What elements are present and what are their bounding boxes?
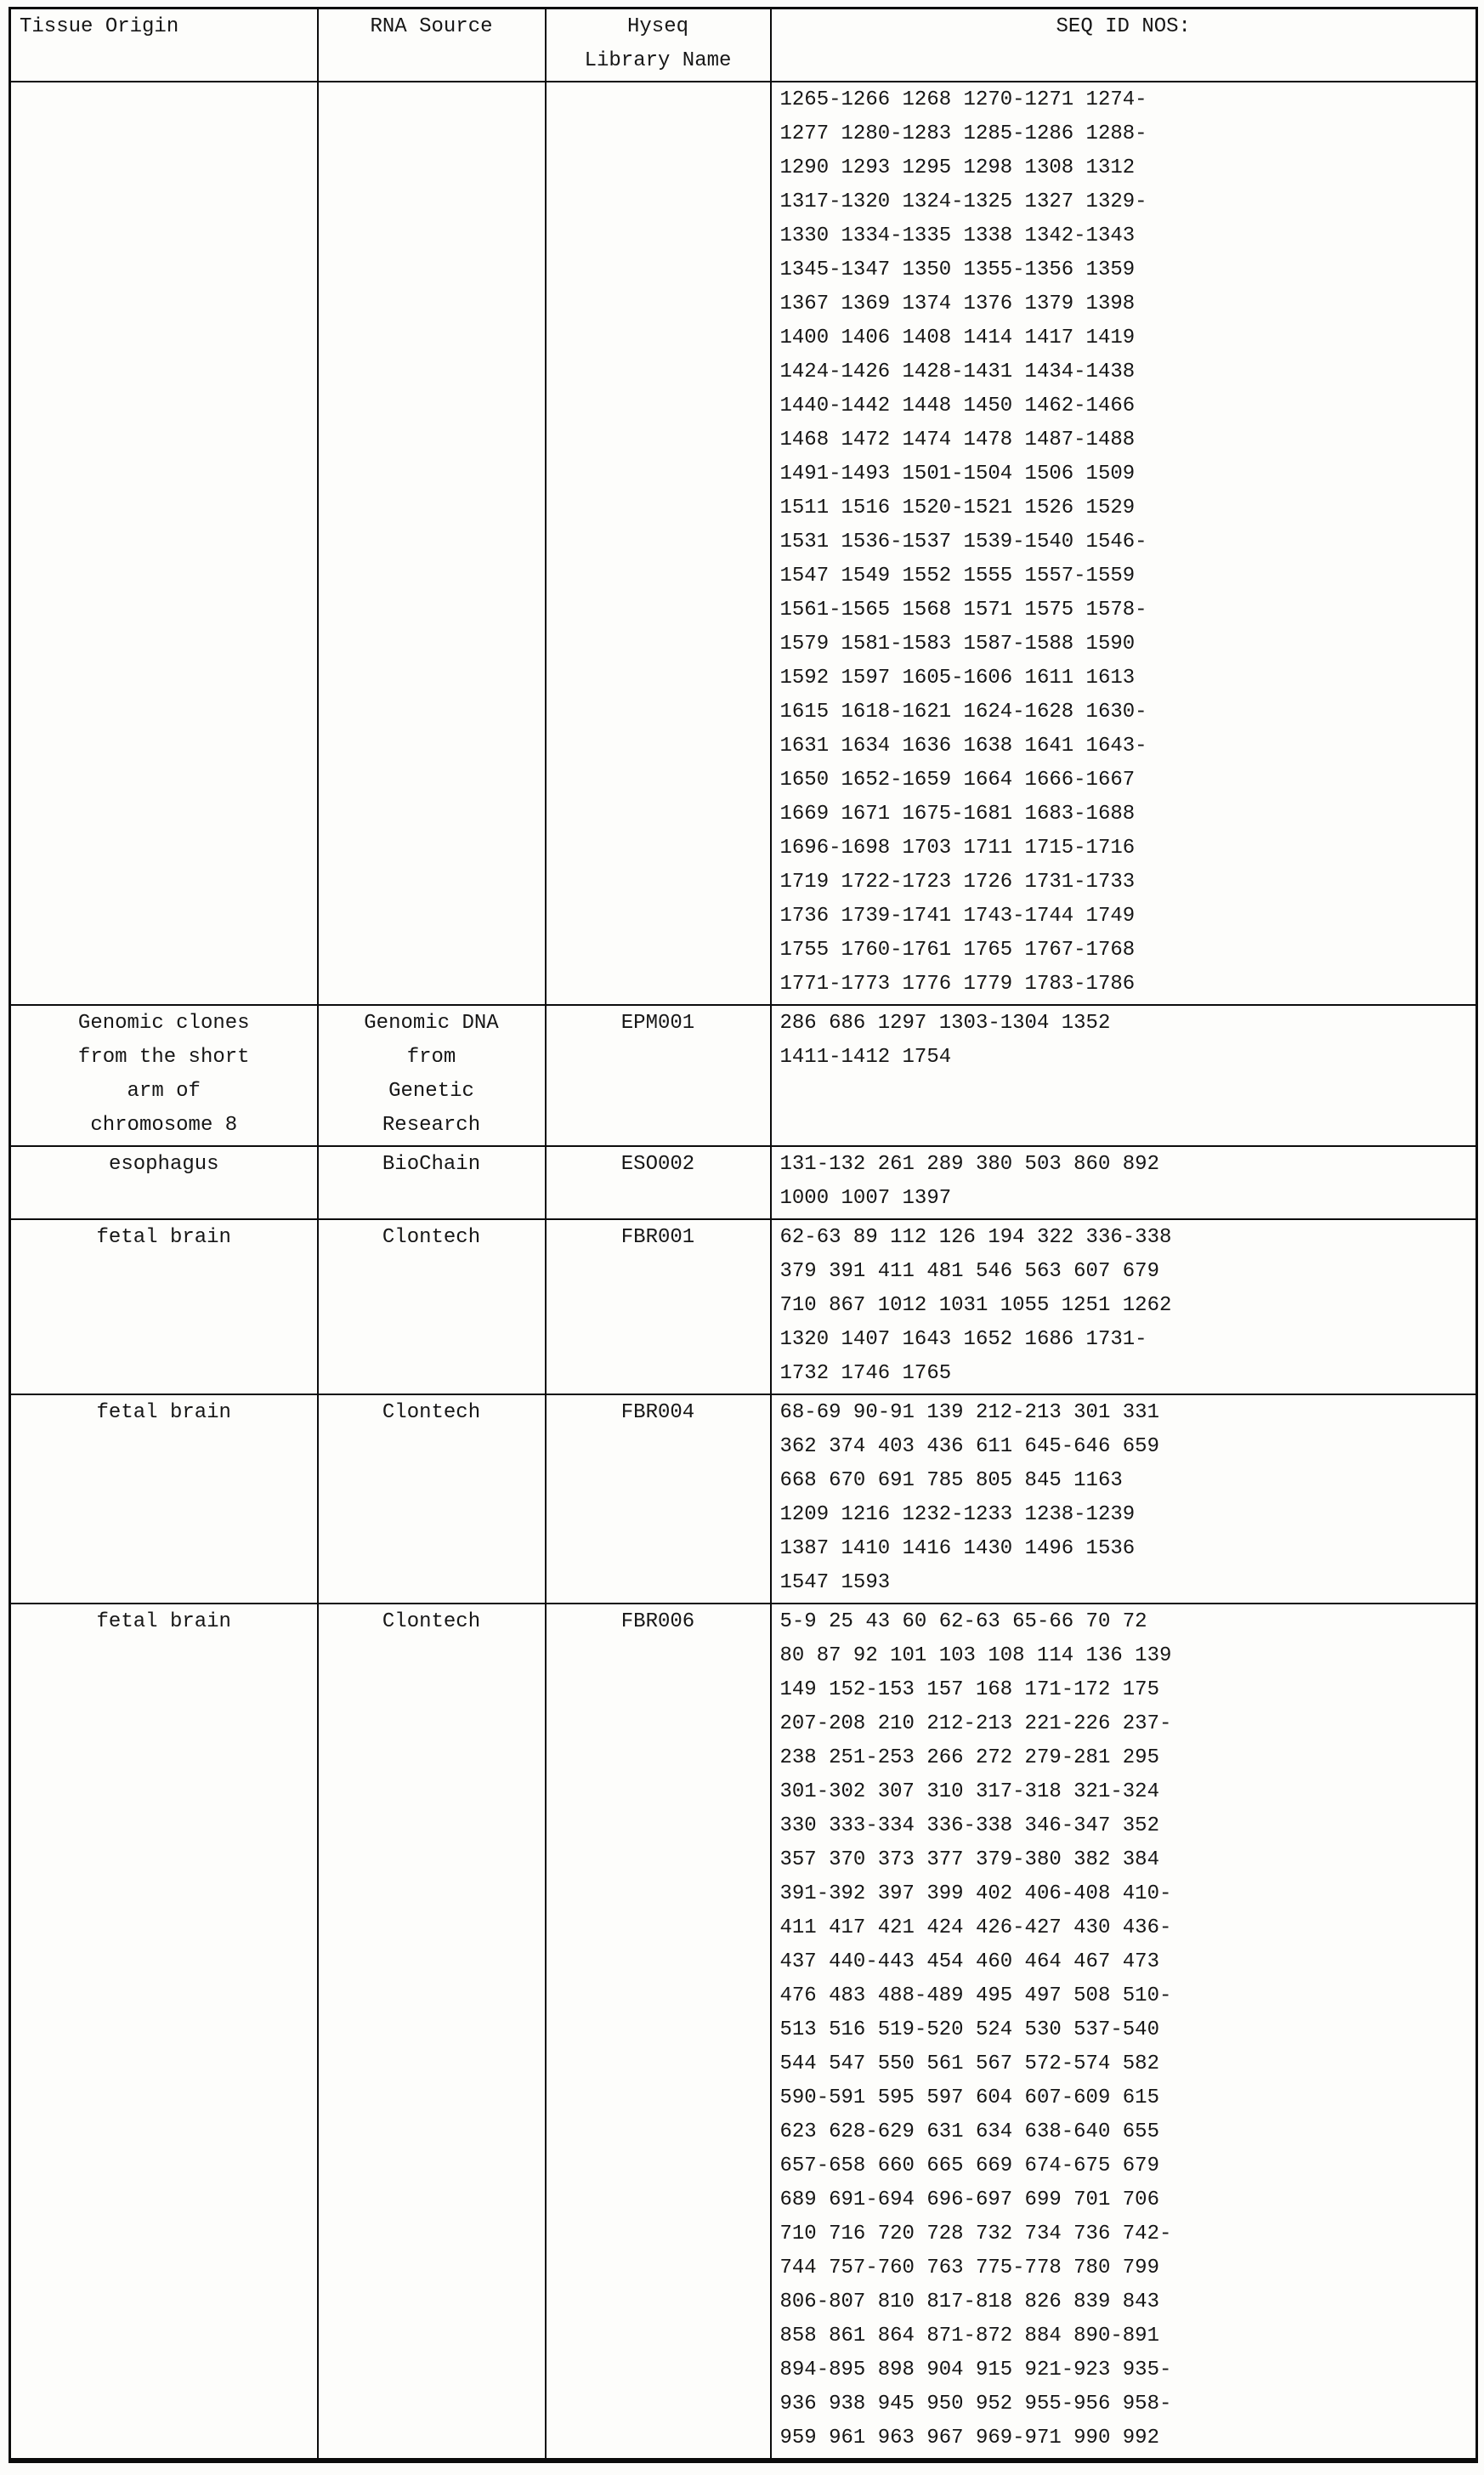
- cell-library-name: ESO002: [546, 1146, 771, 1219]
- table-row: [10, 1005, 1477, 1146]
- table-row: [10, 1219, 1477, 1394]
- cell-seq-id-nos: 68-69 90-91 139 212-213 301 331 362 374 403 436 611 645-646 659 668 670 691 785 805 845 1163 1209 1216 1232-1233 1238-1239 1387 1410 1416 1430 1496 1536 1547 1593: [771, 1394, 1477, 1604]
- cell-rna-source: Clontech: [318, 1604, 546, 2461]
- cell-rna-source: [318, 82, 546, 1005]
- table-row: [10, 1146, 1477, 1219]
- cell-rna-source: BioChain: [318, 1146, 546, 1219]
- header-row: [10, 9, 1477, 82]
- cell-tissue-origin: fetal brain: [10, 1394, 318, 1604]
- column-header-hyseq-library-name: Hyseq Library Name: [546, 9, 771, 82]
- cell-library-name: FBR006: [546, 1604, 771, 2461]
- cell-library-name: EPM001: [546, 1005, 771, 1146]
- cell-library-name: [546, 82, 771, 1005]
- cell-seq-id-nos: 131-132 261 289 380 503 860 892 1000 1007 1397: [771, 1146, 1477, 1219]
- cell-tissue-origin: [10, 82, 318, 1005]
- cell-seq-id-nos: 1265-1266 1268 1270-1271 1274- 1277 1280-1283 1285-1286 1288- 1290 1293 1295 1298 1308 1312 1317-1320 1324-1325 1327 1329- 1330 1334-1335 1338 1342-1343 1345-1347 1350 1355-1356 1359 1367 1369 1374 1376 1379 1398 1400 1406 1408 1414 1417 1419 1424-1426 1428-1431 1434-1438 1440-1442 1448 1450 1462-1466 1468 1472 1474 1478 1487-1488 1491-1493 1501-1504 1506 1509 1511 1516 1520-1521 1526 1529 1531 1536-1537 1539-1540 1546- 1547 1549 1552 1555 1557-1559 1561-1565 1568 1571 1575 1578- 1579 1581-1583 1587-1588 1590 1592 1597 1605-1606 1611 1613 1615 1618-1621 1624-1628 1630- 1631 1634 1636 1638 1641 1643- 1650 1652-1659 1664 1666-1667 1669 1671 1675-1681 1683-1688 1696-1698 1703 1711 1715-1716 1719 1722-1723 1726 1731-1733 1736 1739-1741 1743-1744 1749 1755 1760-1761 1765 1767-1768 1771-1773 1776 1779 1783-1786: [771, 82, 1477, 1005]
- table-row: [10, 82, 1477, 1005]
- cell-seq-id-nos: 62-63 89 112 126 194 322 336-338 379 391 411 481 546 563 607 679 710 867 1012 1031 1055 1251 1262 1320 1407 1643 1652 1686 1731- 1732 1746 1765: [771, 1219, 1477, 1394]
- seq-id-table: [8, 7, 1478, 2463]
- cell-seq-id-nos: 286 686 1297 1303-1304 1352 1411-1412 1754: [771, 1005, 1477, 1146]
- cell-tissue-origin: fetal brain: [10, 1604, 318, 2461]
- cell-rna-source: Clontech: [318, 1219, 546, 1394]
- cell-rna-source: Genomic DNA from Genetic Research: [318, 1005, 546, 1146]
- cell-rna-source: Clontech: [318, 1394, 546, 1604]
- cell-tissue-origin: esophagus: [10, 1146, 318, 1219]
- table-body: [10, 82, 1477, 2461]
- column-header-seq-id-nos: SEQ ID NOS:: [771, 9, 1477, 82]
- cell-tissue-origin: fetal brain: [10, 1219, 318, 1394]
- column-header-rna-source: RNA Source: [318, 9, 546, 82]
- cell-seq-id-nos: 5-9 25 43 60 62-63 65-66 70 72 80 87 92 101 103 108 114 136 139 149 152-153 157 168 171-172 175 207-208 210 212-213 221-226 237- 238 251-253 266 272 279-281 295 301-302 307 310 317-318 321-324 330 333-334 336-338 346-347 352 357 370 373 377 379-380 382 384 391-392 397 399 402 406-408 410- 411 417 421 424 426-427 430 436- 437 440-443 454 460 464 467 473 476 483 488-489 495 497 508 510- 513 516 519-520 524 530 537-540 544 547 550 561 567 572-574 582 590-591 595 597 604 607-609 615 623 628-629 631 634 638-640 655 657-658 660 665 669 674-675 679 689 691-694 696-697 699 701 706 710 716 720 728 732 734 736 742- 744 757-760 763 775-778 780 799 806-807 810 817-818 826 839 843 858 861 864 871-872 884 890-891 894-895 898 904 915 921-923 935- 936 938 945 950 952 955-956 958- 959 961 963 967 969-971 990 992: [771, 1604, 1477, 2461]
- column-header-tissue-origin: Tissue Origin: [10, 9, 318, 82]
- table-row: [10, 1604, 1477, 2461]
- table-header: [10, 9, 1477, 82]
- cell-library-name: FBR001: [546, 1219, 771, 1394]
- cell-tissue-origin: Genomic clones from the short arm of chromosome 8: [10, 1005, 318, 1146]
- table-row: [10, 1394, 1477, 1604]
- cell-library-name: FBR004: [546, 1394, 771, 1604]
